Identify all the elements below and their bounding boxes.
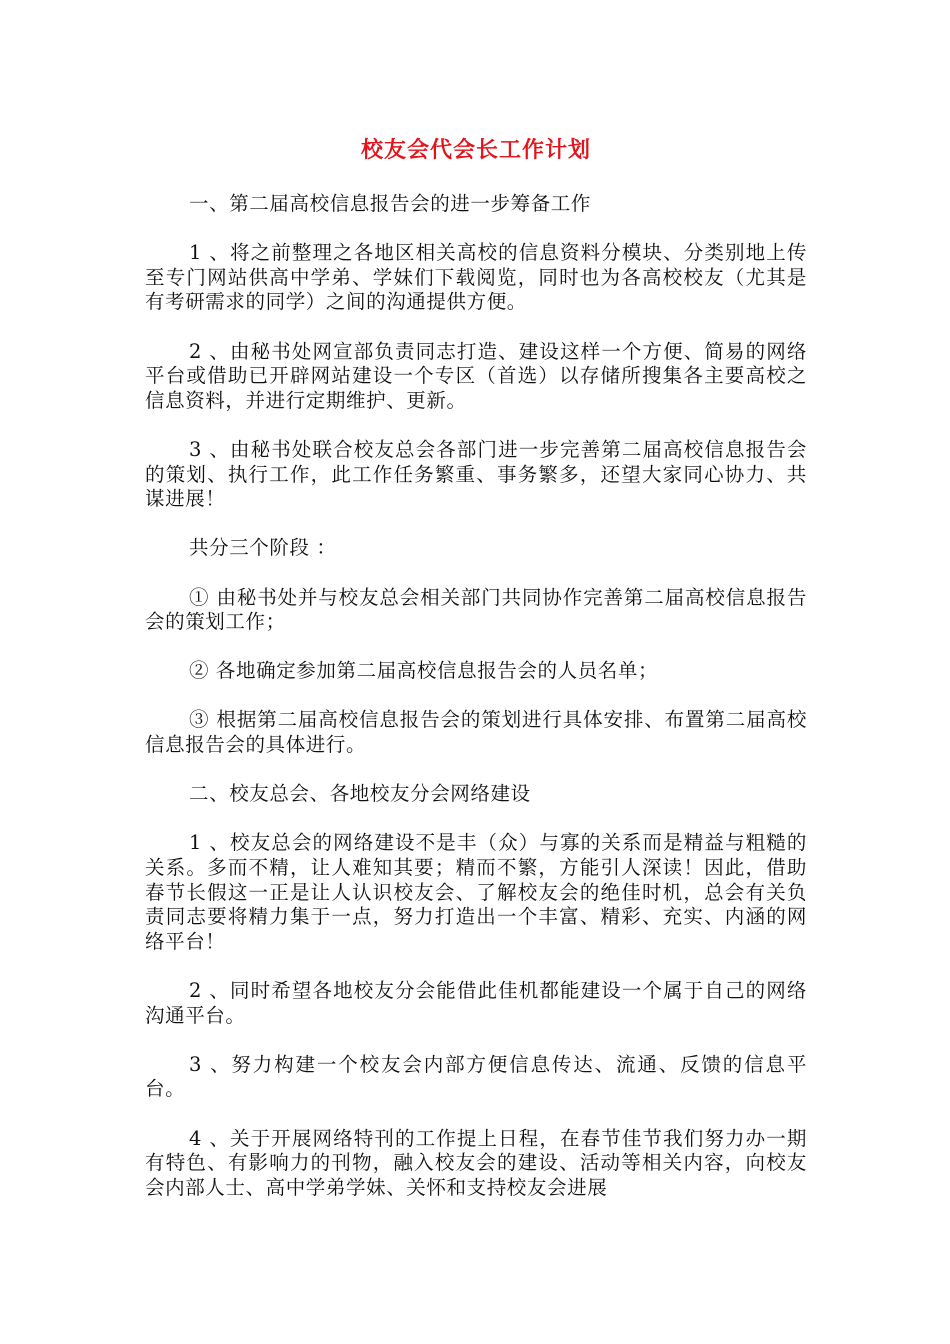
stage-item-1: ① 由秘书处并与校友总会相关部门共同协作完善第二届高校信息报告会的策划工作； [145, 585, 807, 634]
paragraph-2-1: 1 、校友总会的网络建设不是丰（众）与寡的关系而是精益与粗糙的关系。多而不精，让人难知其要；精而不繁，方能引人深读！因此，借助春节长假这一正是让人认识校友会、了解校友会的绝佳时机，总会有关负责同志要将精力集于一点，努力打造出一个丰富、精彩、充实、内涵的网络平台！ [145, 831, 807, 953]
paragraph-2-4: 4 、关于开展网络特刊的工作提上日程，在春节佳节我们努力办一期有特色、有影响力的刊物，融入校友会的建设、活动等相关内容，向校友会内部人士、高中学弟学妹、关怀和支持校友会进展 [145, 1126, 807, 1199]
stage-item-2: ② 各地确定参加第二届高校信息报告会的人员名单； [189, 659, 659, 683]
section-heading-1: 一、第二届高校信息报告会的进一步筹备工作 [189, 192, 592, 215]
paragraph-2-2: 2 、同时希望各地校友分会能借此佳机都能建设一个属于自己的网络沟通平台。 [145, 979, 807, 1027]
stage-item-3: ③ 根据第二届高校信息报告会的策划进行具体安排、布置第二届高校信息报告会的具体进行。 [145, 708, 807, 757]
section-heading-2: 二、校友总会、各地校友分会网络建设 [189, 782, 531, 806]
paragraph-1-2: 2 、由秘书处网宣部负责同志打造、建设这样一个方便、简易的网络平台或借助已开辟网站建设一个专区（首选）以存储所搜集各主要高校之信息资料，并进行定期维护、更新。 [145, 339, 807, 412]
paragraph-1-3: 3 、由秘书处联合校友总会各部门进一步完善第二届高校信息报告会的策划、执行工作，此工作任务繁重、事务繁多，还望大家同心协力、共谋进展！ [145, 437, 807, 511]
paragraph-1-1: 1 、将之前整理之各地区相关高校的信息资料分模块、分类别地上传至专门网站供高中学弟、学妹们下载阅览，同时也为各高校校友（尤其是有考研需求的同学）之间的沟通提供方便。 [145, 241, 807, 314]
document-title: 校友会代会长工作计划 [360, 138, 591, 163]
paragraph-2-3: 3 、努力构建一个校友会内部方便信息传达、流通、反馈的信息平台。 [145, 1052, 807, 1101]
stages-intro: 共分三个阶段 ： [189, 536, 337, 560]
document-page [145, 132, 807, 1200]
